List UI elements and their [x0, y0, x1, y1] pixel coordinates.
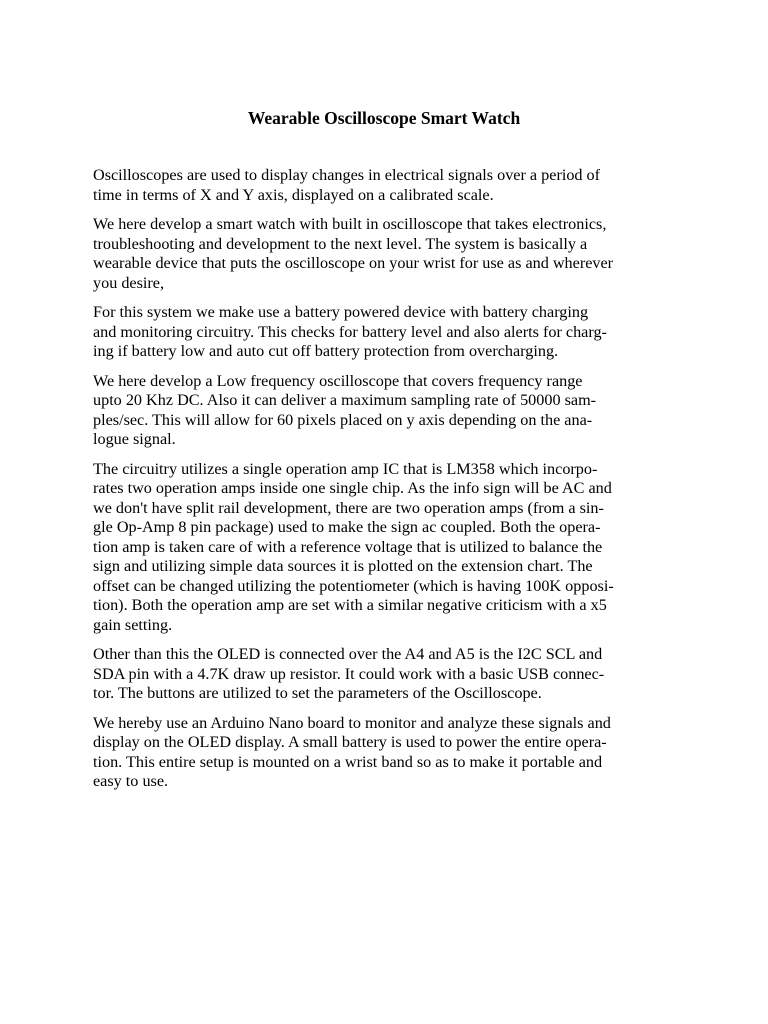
- paragraph-battery: For this system we make use a battery powered device with battery charging and monitoring circuitry. This checks for battery level and also alerts for charg- ing if battery low and auto cut off battery protection from overcharging.: [93, 303, 607, 360]
- paragraph-smart-watch: We here develop a smart watch with built in oscilloscope that takes electronics, troubleshooting and development to the next level. The system is basically a wearable device that puts the oscilloscope on your wrist for use as and wherever you desire,: [93, 215, 614, 292]
- document-body: [93, 166, 683, 802]
- document-title: Wearable Oscilloscope Smart Watch: [247, 108, 521, 128]
- paragraph-arduino: We hereby use an Arduino Nano board to monitor and analyze these signals and display on the OLED display. A small battery is used to power the entire opera- tion. This entire setup is mounted on a wrist band so as to make it portable and easy to use.: [93, 713, 611, 790]
- paragraph-intro: Oscilloscopes are used to display changes in electrical signals over a period of time in terms of X and Y axis, displayed on a calibrated scale.: [93, 166, 601, 204]
- paragraph-circuitry: The circuitry utilizes a single operation amp IC that is LM358 which incorpo- rates two operation amps inside one single chip. As the info sign will be AC and we don't have split rail development, there are two operation amps (from a sin- gle Op-Amp 8 pin package) used to make the sign ac coupled. Both the opera- tion amp is taken care of with a reference voltage that is utilized to balance the sign and utilizing simple data sources it is plotted on the extension chart. The offset can be changed utilizing the potentiometer (which is having 100K opposi- tion). Both the operation amp are set with a similar negative criticism with a x5 gain setting.: [93, 459, 614, 634]
- paragraph-frequency: We here develop a Low frequency oscilloscope that covers frequency range upto 20 Khz DC. Also it can deliver a maximum sampling rate of 50000 sam- ples/sec. This will allow for 60 pixels placed on y axis depending on the ana- logue signal.: [93, 371, 597, 448]
- paragraph-oled: Other than this the OLED is connected over the A4 and A5 is the I2C SCL and SDA pin with a 4.7K draw up resistor. It could work with a basic USB connec- tor. The buttons are utilized to set the parameters of the Oscilloscope.: [93, 645, 605, 702]
